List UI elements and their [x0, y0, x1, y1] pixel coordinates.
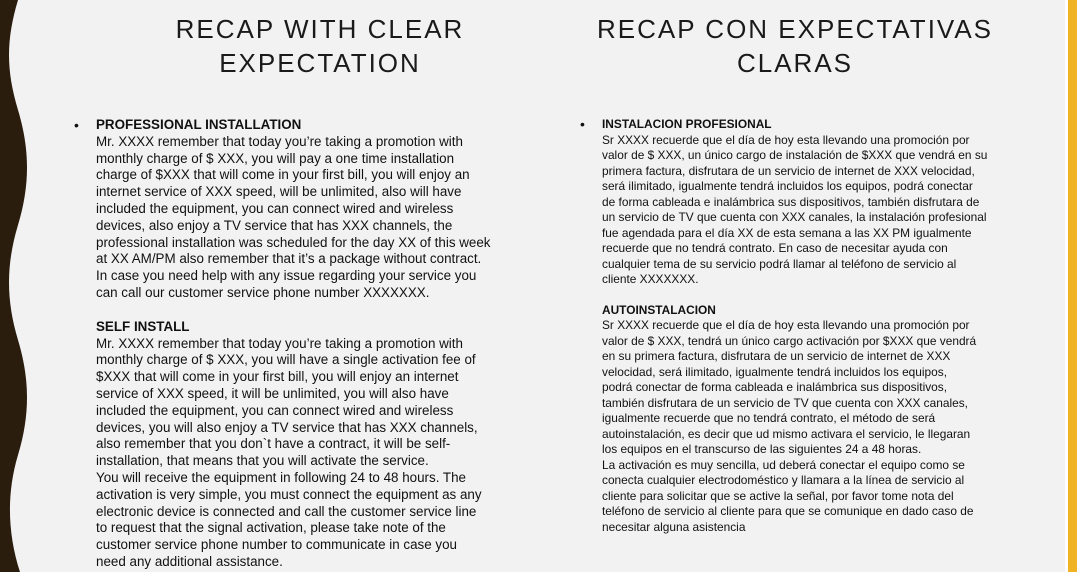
bullet-marker: •	[580, 116, 585, 132]
section-text: Sr XXXX recuerde que el día de hoy esta llevando una promoción por valor de $ XXX, tendrá un único cargo activación por $XXX que vendrá en su primera factura, disfrutara de un servicio de internet de XXX velocidad, será ilimitado, igualmente tendrá incluidos los equipos, podrá conectar de forma cableada e inalámbrica sus dispositivos, también disfrutara de un servicio de TV que cuenta con XXX canales, igualmente recuerde que no tendrá contrato, el método de será autoinstalación, es decir que ud mismo activara el servicio, le llegaran los equipos en el transcurso de las siguientes 24 a 48 horas. La activación es muy sencilla, ud deberá conectar el equipo como se conecta cualquier electrodoméstico y llamara a la línea de servicio al cliente para solicitar que se active la señal, por favor tome nota del teléfono de servicio al cliente para que se comunique en dado caso de necesitar alguna asistencia	[602, 318, 977, 534]
title-spanish-text: RECAP CON EXPECTATIVAS CLARAS	[596, 14, 994, 78]
title-spanish	[585, 12, 1005, 80]
section-heading: PROFESSIONAL INSTALLATION	[96, 117, 302, 132]
section-text: Mr. XXXX remember that today you’re taking a promotion with monthly charge of $ XXX, you will have a single activation fee of $XXX that will come in your first bill, you will enjoy an internet service of XXX speed, it will be unlimited, you will also have included the equipment, you can connect wired and wireless devices, you will also enjoy a TV service that has XXX channels, also remember that you don`t have a contract, it will be self- installation, that means that you will activate the service. You will receive the equipment in following 24 to 48 hours. The activation is very simple, you must connect the equipment as any electronic device is connected and call the customer service line to request that the signal activation, please take note of the customer service phone number to communicate in case you need any additional assistance.	[96, 335, 482, 569]
title-english-text: RECAP WITH CLEAR EXPECTATION	[175, 14, 465, 78]
accent-bar	[1068, 0, 1077, 572]
decorative-wave-border	[0, 0, 40, 572]
title-english	[110, 12, 530, 80]
english-column	[74, 117, 524, 571]
professional-installation-section	[96, 117, 524, 302]
autoinstalacion-section	[602, 303, 1020, 536]
instalacion-profesional-section	[602, 117, 1020, 288]
section-heading: INSTALACION PROFESIONAL	[602, 117, 772, 131]
bullet-marker: •	[74, 117, 79, 133]
section-heading: SELF INSTALL	[96, 318, 190, 334]
section-text: Mr. XXXX remember that today you’re taking a promotion with monthly charge of $ XXX, you will pay a one time installation charge of $XXX that will come in your first bill, you will enjoy an internet service of XXX speed, will be unlimited, also will have included the equipment, you can connect wired and wireless devices, also enjoy a TV service that has XXX channels, the professional installation was scheduled for the day XX of this week at XX AM/PM also remember that it’s a package without contract. In case you need help with any issue regarding your service you can call our customer service phone number XXXXXXX.	[96, 133, 491, 300]
section-text: Sr XXXX recuerde que el día de hoy esta llevando una promoción por valor de $ XXX, un único cargo de instalación de $XXX que vendrá en su primera factura, disfrutara de un servicio de internet de XXX velocidad, será ilimitado, igualmente tendrá incluidos los equipos, podrá conectar de forma cableada e inalámbrica sus dispositivos, también disfrutara de un servicio de TV que cuenta con XXX canales, la instalación profesional fue agendada para el día XX de esta semana a las XX PM igualmente recuerde que no tendrá contrato. En caso de necesitar ayuda con cualquier tema de su servicio podrá llamar al teléfono de servicio al cliente XXXXXXX.	[602, 132, 988, 286]
spanish-column	[580, 117, 1020, 535]
section-heading: AUTOINSTALACION	[602, 302, 716, 317]
self-install-section	[96, 319, 524, 571]
